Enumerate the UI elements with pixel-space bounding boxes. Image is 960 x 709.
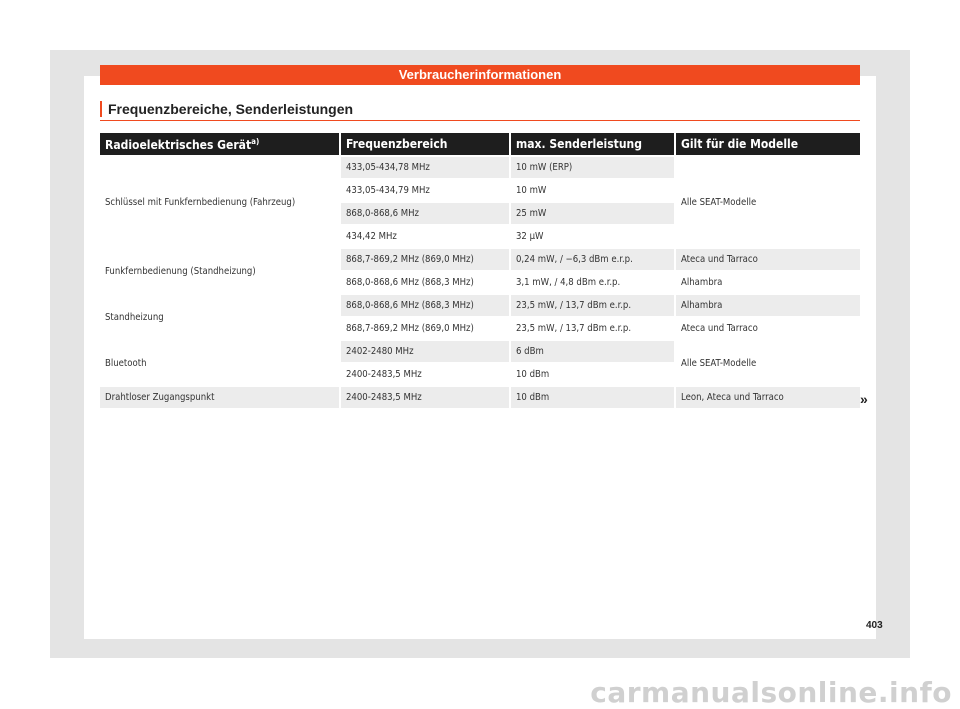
models-cell: Leon, Ateca und Tarraco: [675, 386, 860, 408]
power-cell: 23,5 mW, / 13,7 dBm e.r.p.: [510, 317, 675, 340]
models-cell: Alhambra: [675, 271, 860, 294]
chapter-banner: Verbraucherinformationen: [100, 65, 860, 85]
device-cell: Bluetooth: [100, 340, 340, 386]
device-cell: Schlüssel mit Funkfernbedienung (Fahrzeug): [100, 156, 340, 248]
heading-accent-bar: [100, 101, 102, 117]
power-cell: 10 dBm: [510, 386, 675, 408]
page-number: 403: [866, 620, 883, 631]
table-row: [100, 248, 860, 271]
frequency-cell: 2402-2480 MHz: [340, 340, 510, 363]
frequency-cell: 868,0-868,6 MHz (868,3 MHz): [340, 271, 510, 294]
power-cell: 25 mW: [510, 202, 675, 225]
continue-marker: »: [860, 391, 868, 407]
power-cell: 6 dBm: [510, 340, 675, 363]
frequency-cell: 2400-2483,5 MHz: [340, 363, 510, 386]
header-frequency: Frequenzbereich: [340, 133, 510, 156]
section-title: Frequenzbereiche, Senderleistungen: [108, 101, 354, 117]
power-cell: 23,5 mW, / 13,7 dBm e.r.p.: [510, 294, 675, 317]
frequency-cell: 433,05-434,78 MHz: [340, 156, 510, 179]
frequency-cell: 868,0-868,6 MHz (868,3 MHz): [340, 294, 510, 317]
power-cell: 3,1 mW, / 4,8 dBm e.r.p.: [510, 271, 675, 294]
header-models: Gilt für die Modelle: [675, 133, 860, 156]
table-row: [100, 294, 860, 317]
models-cell: Ateca und Tarraco: [675, 248, 860, 271]
header-power: max. Senderleistung: [510, 133, 675, 156]
table-header-row: [100, 133, 860, 156]
frequency-cell: 868,0-868,6 MHz: [340, 202, 510, 225]
models-cell: Alle SEAT-Modelle: [675, 340, 860, 386]
device-cell: Standheizung: [100, 294, 340, 340]
power-cell: 10 mW: [510, 179, 675, 202]
table-row: [100, 340, 860, 363]
power-cell: 10 mW (ERP): [510, 156, 675, 179]
section-heading: [100, 100, 860, 121]
device-cell: Funkfernbedienung (Standheizung): [100, 248, 340, 294]
table-row: [100, 156, 860, 179]
table-row: [100, 386, 860, 408]
frequency-cell: 2400-2483,5 MHz: [340, 386, 510, 408]
footnote-marker: a): [251, 136, 260, 146]
models-cell: Alhambra: [675, 294, 860, 317]
models-cell: Alle SEAT-Modelle: [675, 156, 860, 248]
power-cell: 0,24 mW, / −6,3 dBm e.r.p.: [510, 248, 675, 271]
header-device: Radioelektrisches Gerät$^{a)}$: [100, 133, 340, 156]
frequency-table: [100, 133, 860, 408]
frequency-cell: 868,7-869,2 MHz (869,0 MHz): [340, 317, 510, 340]
device-cell: Drahtloser Zugangspunkt: [100, 386, 340, 408]
frequency-cell: 434,42 MHz: [340, 225, 510, 248]
frequency-cell: 433,05-434,79 MHz: [340, 179, 510, 202]
power-cell: 10 dBm: [510, 363, 675, 386]
power-cell: 32 µW: [510, 225, 675, 248]
watermark: carmanualsonline.info: [590, 676, 952, 709]
frequency-cell: 868,7-869,2 MHz (869,0 MHz): [340, 248, 510, 271]
models-cell: Ateca und Tarraco: [675, 317, 860, 340]
